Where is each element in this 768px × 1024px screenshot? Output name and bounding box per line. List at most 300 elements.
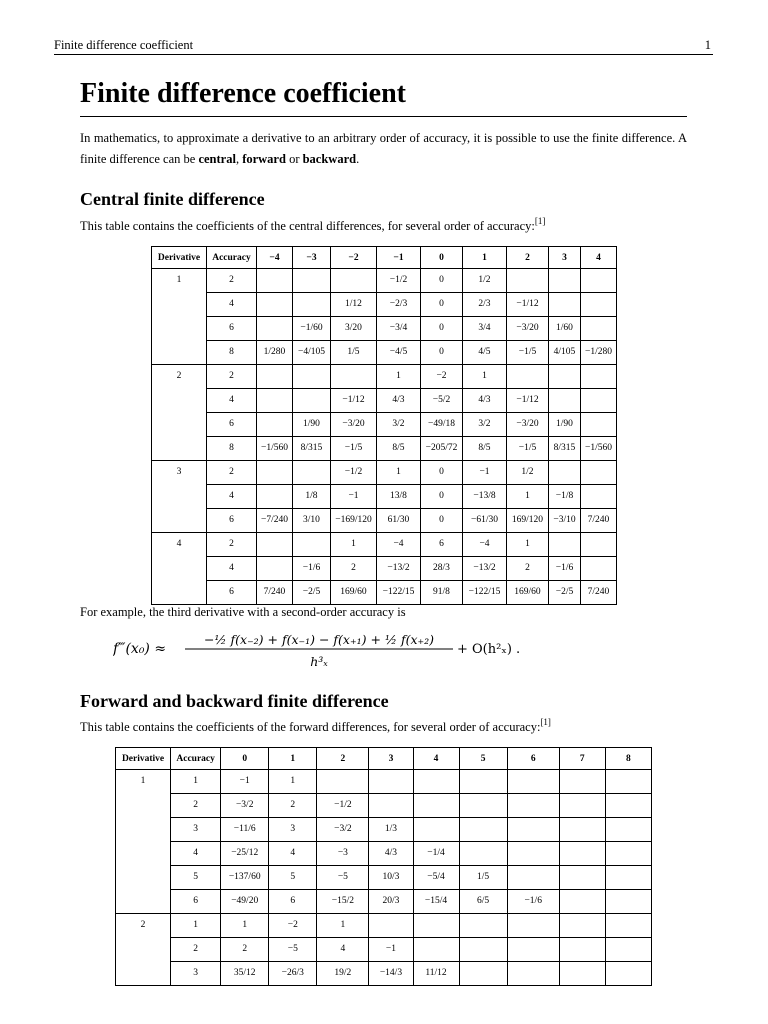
table-row [152,365,617,389]
coefficient-cell [293,365,331,389]
column-header: 3 [549,247,581,269]
coefficient-cell [581,317,617,341]
coefficient-cell: 0 [421,485,463,509]
coefficient-cell [549,293,581,317]
table-row [116,770,652,794]
coefficient-cell: 4/3 [369,842,413,866]
intro-term-backward: backward [302,152,357,166]
accuracy-cell: 2 [207,365,257,389]
coefficient-cell [369,770,413,794]
coefficient-cell [549,389,581,413]
accuracy-cell: 3 [171,962,221,986]
coefficient-cell [369,794,413,818]
intro-end: . [356,152,360,166]
caption-text: This table contains the coefficients of the forward differences, for several order of accuracy: [80,720,541,734]
coefficient-cell: −1/12 [331,389,377,413]
central-section-heading: Central finite difference [80,189,265,209]
coefficient-cell: 3/10 [293,509,331,533]
column-header: Derivative [152,247,207,269]
coefficient-cell [581,293,617,317]
coefficient-cell: −1/560 [581,437,617,461]
coefficient-cell: 4 [317,938,369,962]
coefficient-cell [459,914,507,938]
coefficient-cell [605,938,651,962]
coefficient-cell: −1/280 [581,341,617,365]
coefficient-cell [317,770,369,794]
coefficient-cell [605,818,651,842]
coefficient-cell [559,914,605,938]
coefficient-cell: −3/20 [507,317,549,341]
coefficient-cell: −122/15 [377,581,421,605]
coefficient-cell [559,770,605,794]
accuracy-cell: 6 [207,581,257,605]
coefficient-cell: 2 [221,938,269,962]
coefficient-cell [581,413,617,437]
coefficient-cell: 1/8 [293,485,331,509]
coefficient-cell: −3 [317,842,369,866]
coefficient-cell: −1/5 [507,341,549,365]
coefficient-cell: −13/2 [463,557,507,581]
coefficient-cell: −1/6 [507,890,559,914]
coefficient-cell [331,269,377,293]
coefficient-cell: 61/30 [377,509,421,533]
coefficient-cell [257,533,293,557]
coefficient-cell: −1/12 [507,389,549,413]
coefficient-cell [581,389,617,413]
intro-paragraph [80,128,687,170]
coefficient-cell: 1/5 [331,341,377,365]
forward-table-caption [80,718,551,736]
coefficient-cell [559,866,605,890]
coefficient-cell: −169/120 [331,509,377,533]
accuracy-cell: 2 [207,533,257,557]
accuracy-cell: 4 [207,485,257,509]
coefficient-cell [605,866,651,890]
table-row [116,842,652,866]
column-header: 6 [507,748,559,770]
column-header: 3 [369,748,413,770]
accuracy-cell: 6 [207,509,257,533]
coefficient-cell: −49/18 [421,413,463,437]
coefficient-cell: −1/2 [377,269,421,293]
coefficient-cell: −2 [421,365,463,389]
coefficient-cell [257,269,293,293]
accuracy-cell: 3 [171,818,221,842]
coefficient-cell: −1 [331,485,377,509]
coefficient-cell [507,914,559,938]
coefficient-cell: −1/5 [507,437,549,461]
coefficient-cell: −1/6 [293,557,331,581]
coefficient-cell [293,269,331,293]
coefficient-cell [581,365,617,389]
running-head [54,37,713,55]
table-row [152,341,617,365]
table-row [152,269,617,293]
coefficient-cell: −1/12 [507,293,549,317]
caption-text: This table contains the coefficients of the central differences, for several order of accuracy: [80,219,535,233]
coefficient-cell [507,938,559,962]
accuracy-cell: 6 [171,890,221,914]
table-row [116,818,652,842]
coefficient-cell: 4/5 [463,341,507,365]
coefficient-cell: 2/3 [463,293,507,317]
column-header: 2 [507,247,549,269]
coefficient-cell [413,794,459,818]
coefficient-cell [257,413,293,437]
coefficient-cell: −137/60 [221,866,269,890]
derivative-cell: 3 [152,461,207,533]
coefficient-cell [507,866,559,890]
coefficient-cell [459,962,507,986]
coefficient-cell [549,533,581,557]
table-row [116,938,652,962]
coefficient-cell: −1/4 [413,842,459,866]
coefficient-cell: −14/3 [369,962,413,986]
coefficient-cell [581,485,617,509]
coefficient-cell [581,461,617,485]
coefficient-cell [549,461,581,485]
table-row [152,389,617,413]
coefficient-cell [605,794,651,818]
derivative-cell: 2 [152,365,207,461]
accuracy-cell: 6 [207,317,257,341]
column-header: Accuracy [171,748,221,770]
coefficient-cell: 0 [421,509,463,533]
coefficient-cell [605,914,651,938]
coefficient-cell: 91/8 [421,581,463,605]
coefficient-cell: −1/60 [293,317,331,341]
coefficient-cell: 1/280 [257,341,293,365]
column-header: Derivative [116,748,171,770]
accuracy-cell: 2 [171,938,221,962]
accuracy-cell: 4 [207,557,257,581]
coefficient-cell [293,533,331,557]
coefficient-cell [507,365,549,389]
coefficient-cell: 169/60 [331,581,377,605]
coefficient-cell [413,914,459,938]
intro-term-central: central [198,152,236,166]
derivative-cell: 4 [152,533,207,605]
accuracy-cell: 4 [207,389,257,413]
intro-separator: , [235,152,243,166]
coefficient-cell: 7/240 [581,581,617,605]
coefficient-cell [507,842,559,866]
coefficient-cell: 6/5 [459,890,507,914]
coefficient-cell: 1 [507,485,549,509]
coefficient-cell [549,269,581,293]
coefficient-cell [507,770,559,794]
coefficient-cell: −26/3 [269,962,317,986]
coefficient-cell: 4/3 [463,389,507,413]
coefficient-cell: 1/12 [331,293,377,317]
column-header: 7 [559,748,605,770]
coefficient-cell: 11/12 [413,962,459,986]
coefficient-cell: −4 [377,533,421,557]
coefficient-cell: −3/10 [549,509,581,533]
coefficient-cell: 1 [221,914,269,938]
coefficient-cell [413,770,459,794]
coefficient-cell: 20/3 [369,890,413,914]
coefficient-cell: −61/30 [463,509,507,533]
coefficient-cell: 2 [331,557,377,581]
table-row [116,914,652,938]
coefficient-cell: −5/2 [421,389,463,413]
accuracy-cell: 5 [171,866,221,890]
citation-link[interactable]: [1] [534,216,546,226]
coefficient-cell: 1/3 [369,818,413,842]
coefficient-cell: 1 [317,914,369,938]
coefficient-cell [507,794,559,818]
accuracy-cell: 4 [171,842,221,866]
coefficient-cell: −13/2 [377,557,421,581]
coefficient-cell: 1 [463,365,507,389]
coefficient-cell: 6 [269,890,317,914]
coefficient-cell: −11/6 [221,818,269,842]
coefficient-cell: 2 [507,557,549,581]
coefficient-cell [293,389,331,413]
coefficient-cell: 2 [269,794,317,818]
coefficient-cell: 4 [269,842,317,866]
coefficient-cell: −205/72 [421,437,463,461]
formula-denominator: h³ₓ [310,654,328,669]
table-row [152,581,617,605]
coefficient-cell: 3/4 [463,317,507,341]
table-row [152,533,617,557]
coefficient-cell [605,770,651,794]
example-text: For example, the third derivative with a second-order accuracy is [80,605,406,619]
coefficient-cell: 8/315 [293,437,331,461]
coefficient-cell [559,938,605,962]
coefficient-cell [507,818,559,842]
coefficient-cell [459,842,507,866]
coefficient-cell: −4 [463,533,507,557]
coefficient-cell: 0 [421,461,463,485]
coefficient-cell: −25/12 [221,842,269,866]
coefficient-cell: 1 [377,461,421,485]
coefficient-cell: −4/5 [377,341,421,365]
coefficient-cell: 0 [421,317,463,341]
coefficient-cell [605,842,651,866]
derivative-cell: 2 [116,914,171,986]
coefficient-cell: 1 [269,770,317,794]
coefficient-cell [507,269,549,293]
intro-text: In mathematics, to approximate a derivative to an arbitrary order of accuracy, it is possible to use the finite difference. A finite difference can be [80,131,687,166]
table-row [152,437,617,461]
column-header: 0 [221,748,269,770]
formula-rhs: + O(h²ₓ) . [457,642,521,657]
column-header: 4 [413,748,459,770]
intro-term-forward: forward [242,152,286,166]
coefficient-cell [459,938,507,962]
forward-coefficients-table [115,747,652,986]
coefficient-cell [257,293,293,317]
coefficient-cell [581,557,617,581]
coefficient-cell: −1/2 [331,461,377,485]
coefficient-cell: 8/5 [463,437,507,461]
table-row [116,962,652,986]
coefficient-cell: 19/2 [317,962,369,986]
coefficient-cell [257,365,293,389]
coefficient-cell: −2/5 [293,581,331,605]
coefficient-cell: 1/5 [459,866,507,890]
table-row [152,317,617,341]
coefficient-cell: 1 [507,533,549,557]
coefficient-cell [459,818,507,842]
coefficient-cell [293,461,331,485]
table-header-row [152,247,617,269]
coefficient-cell [369,914,413,938]
coefficient-cell [459,794,507,818]
coefficient-cell: 8/5 [377,437,421,461]
coefficient-cell [331,365,377,389]
accuracy-cell: 8 [207,341,257,365]
coefficient-cell: −3/20 [507,413,549,437]
coefficient-cell: 10/3 [369,866,413,890]
coefficient-cell [581,533,617,557]
coefficient-cell: 3/20 [331,317,377,341]
coefficient-cell: −1 [221,770,269,794]
column-header: 1 [269,748,317,770]
coefficient-cell: 169/60 [507,581,549,605]
column-header: 5 [459,748,507,770]
coefficient-cell: 7/240 [581,509,617,533]
central-coefficients-table [151,246,617,605]
coefficient-cell: 4/105 [549,341,581,365]
coefficient-cell [507,962,559,986]
coefficient-cell [559,962,605,986]
coefficient-cell: 1 [331,533,377,557]
running-head-title: Finite difference coefficient [54,38,194,52]
coefficient-cell [581,269,617,293]
table-row [116,794,652,818]
column-header: −2 [331,247,377,269]
formula-lhs: f‴(x₀) ≈ [113,641,167,657]
coefficient-cell: 8/315 [549,437,581,461]
accuracy-cell: 1 [171,770,221,794]
coefficient-cell [413,818,459,842]
coefficient-cell: −13/8 [463,485,507,509]
coefficient-cell: 1/2 [463,269,507,293]
coefficient-cell: 1 [377,365,421,389]
coefficient-cell [549,365,581,389]
table-row [152,293,617,317]
accuracy-cell: 2 [207,461,257,485]
coefficient-cell: 1/90 [549,413,581,437]
accuracy-cell: 4 [207,293,257,317]
central-table-caption [80,217,545,235]
coefficient-cell: −49/20 [221,890,269,914]
coefficient-cell [559,794,605,818]
accuracy-cell: 2 [207,269,257,293]
coefficient-cell [257,461,293,485]
coefficient-cell [559,842,605,866]
coefficient-cell: −3/4 [377,317,421,341]
table-header-row [116,748,652,770]
accuracy-cell: 2 [171,794,221,818]
coefficient-cell [257,485,293,509]
coefficient-cell: −3/20 [331,413,377,437]
coefficient-cell: −15/4 [413,890,459,914]
coefficient-cell: −4/105 [293,341,331,365]
table-row [152,413,617,437]
coefficient-cell: −3/2 [221,794,269,818]
coefficient-cell: 13/8 [377,485,421,509]
coefficient-cell: 3/2 [377,413,421,437]
coefficient-cell: −1 [369,938,413,962]
column-header: 1 [463,247,507,269]
coefficient-cell [413,938,459,962]
accuracy-cell: 6 [207,413,257,437]
coefficient-cell: 169/120 [507,509,549,533]
column-header: 0 [421,247,463,269]
column-header: −4 [257,247,293,269]
coefficient-cell [257,317,293,341]
coefficient-cell: 35/12 [221,962,269,986]
column-header: 8 [605,748,651,770]
coefficient-cell: 1/2 [507,461,549,485]
citation-link[interactable]: [1] [540,717,551,727]
coefficient-cell: −122/15 [463,581,507,605]
coefficient-cell: −2 [269,914,317,938]
column-header: Accuracy [207,247,257,269]
coefficient-cell: −15/2 [317,890,369,914]
coefficient-cell: −2/3 [377,293,421,317]
coefficient-cell: −1/560 [257,437,293,461]
column-header: 4 [581,247,617,269]
table-row [152,557,617,581]
coefficient-cell: −1/2 [317,794,369,818]
accuracy-cell: 8 [207,437,257,461]
coefficient-cell: 0 [421,341,463,365]
coefficient-cell: 3/2 [463,413,507,437]
coefficient-cell: −2/5 [549,581,581,605]
page-title: Finite difference coefficient [80,76,687,117]
column-header: −1 [377,247,421,269]
table-row [152,461,617,485]
coefficient-cell: 0 [421,293,463,317]
coefficient-cell: −3/2 [317,818,369,842]
coefficient-cell [559,890,605,914]
coefficient-cell: 4/3 [377,389,421,413]
coefficient-cell [257,557,293,581]
coefficient-cell [605,962,651,986]
coefficient-cell: 0 [421,269,463,293]
coefficient-cell: 5 [269,866,317,890]
table-row [116,890,652,914]
table-row [152,485,617,509]
coefficient-cell: −5/4 [413,866,459,890]
column-header: −3 [293,247,331,269]
coefficient-cell: −7/240 [257,509,293,533]
accuracy-cell: 1 [171,914,221,938]
example-formula [113,624,533,674]
coefficient-cell [559,818,605,842]
page-number: 1 [704,38,711,52]
coefficient-cell [459,770,507,794]
coefficient-cell: 1/90 [293,413,331,437]
coefficient-cell [605,890,651,914]
coefficient-cell: 3 [269,818,317,842]
coefficient-cell [293,293,331,317]
derivative-cell: 1 [116,770,171,914]
coefficient-cell: −1/8 [549,485,581,509]
coefficient-cell: −1 [463,461,507,485]
coefficient-cell [257,389,293,413]
forward-section-heading: Forward and backward finite difference [80,691,389,711]
coefficient-cell: 1/60 [549,317,581,341]
derivative-cell: 1 [152,269,207,365]
coefficient-cell: 28/3 [421,557,463,581]
